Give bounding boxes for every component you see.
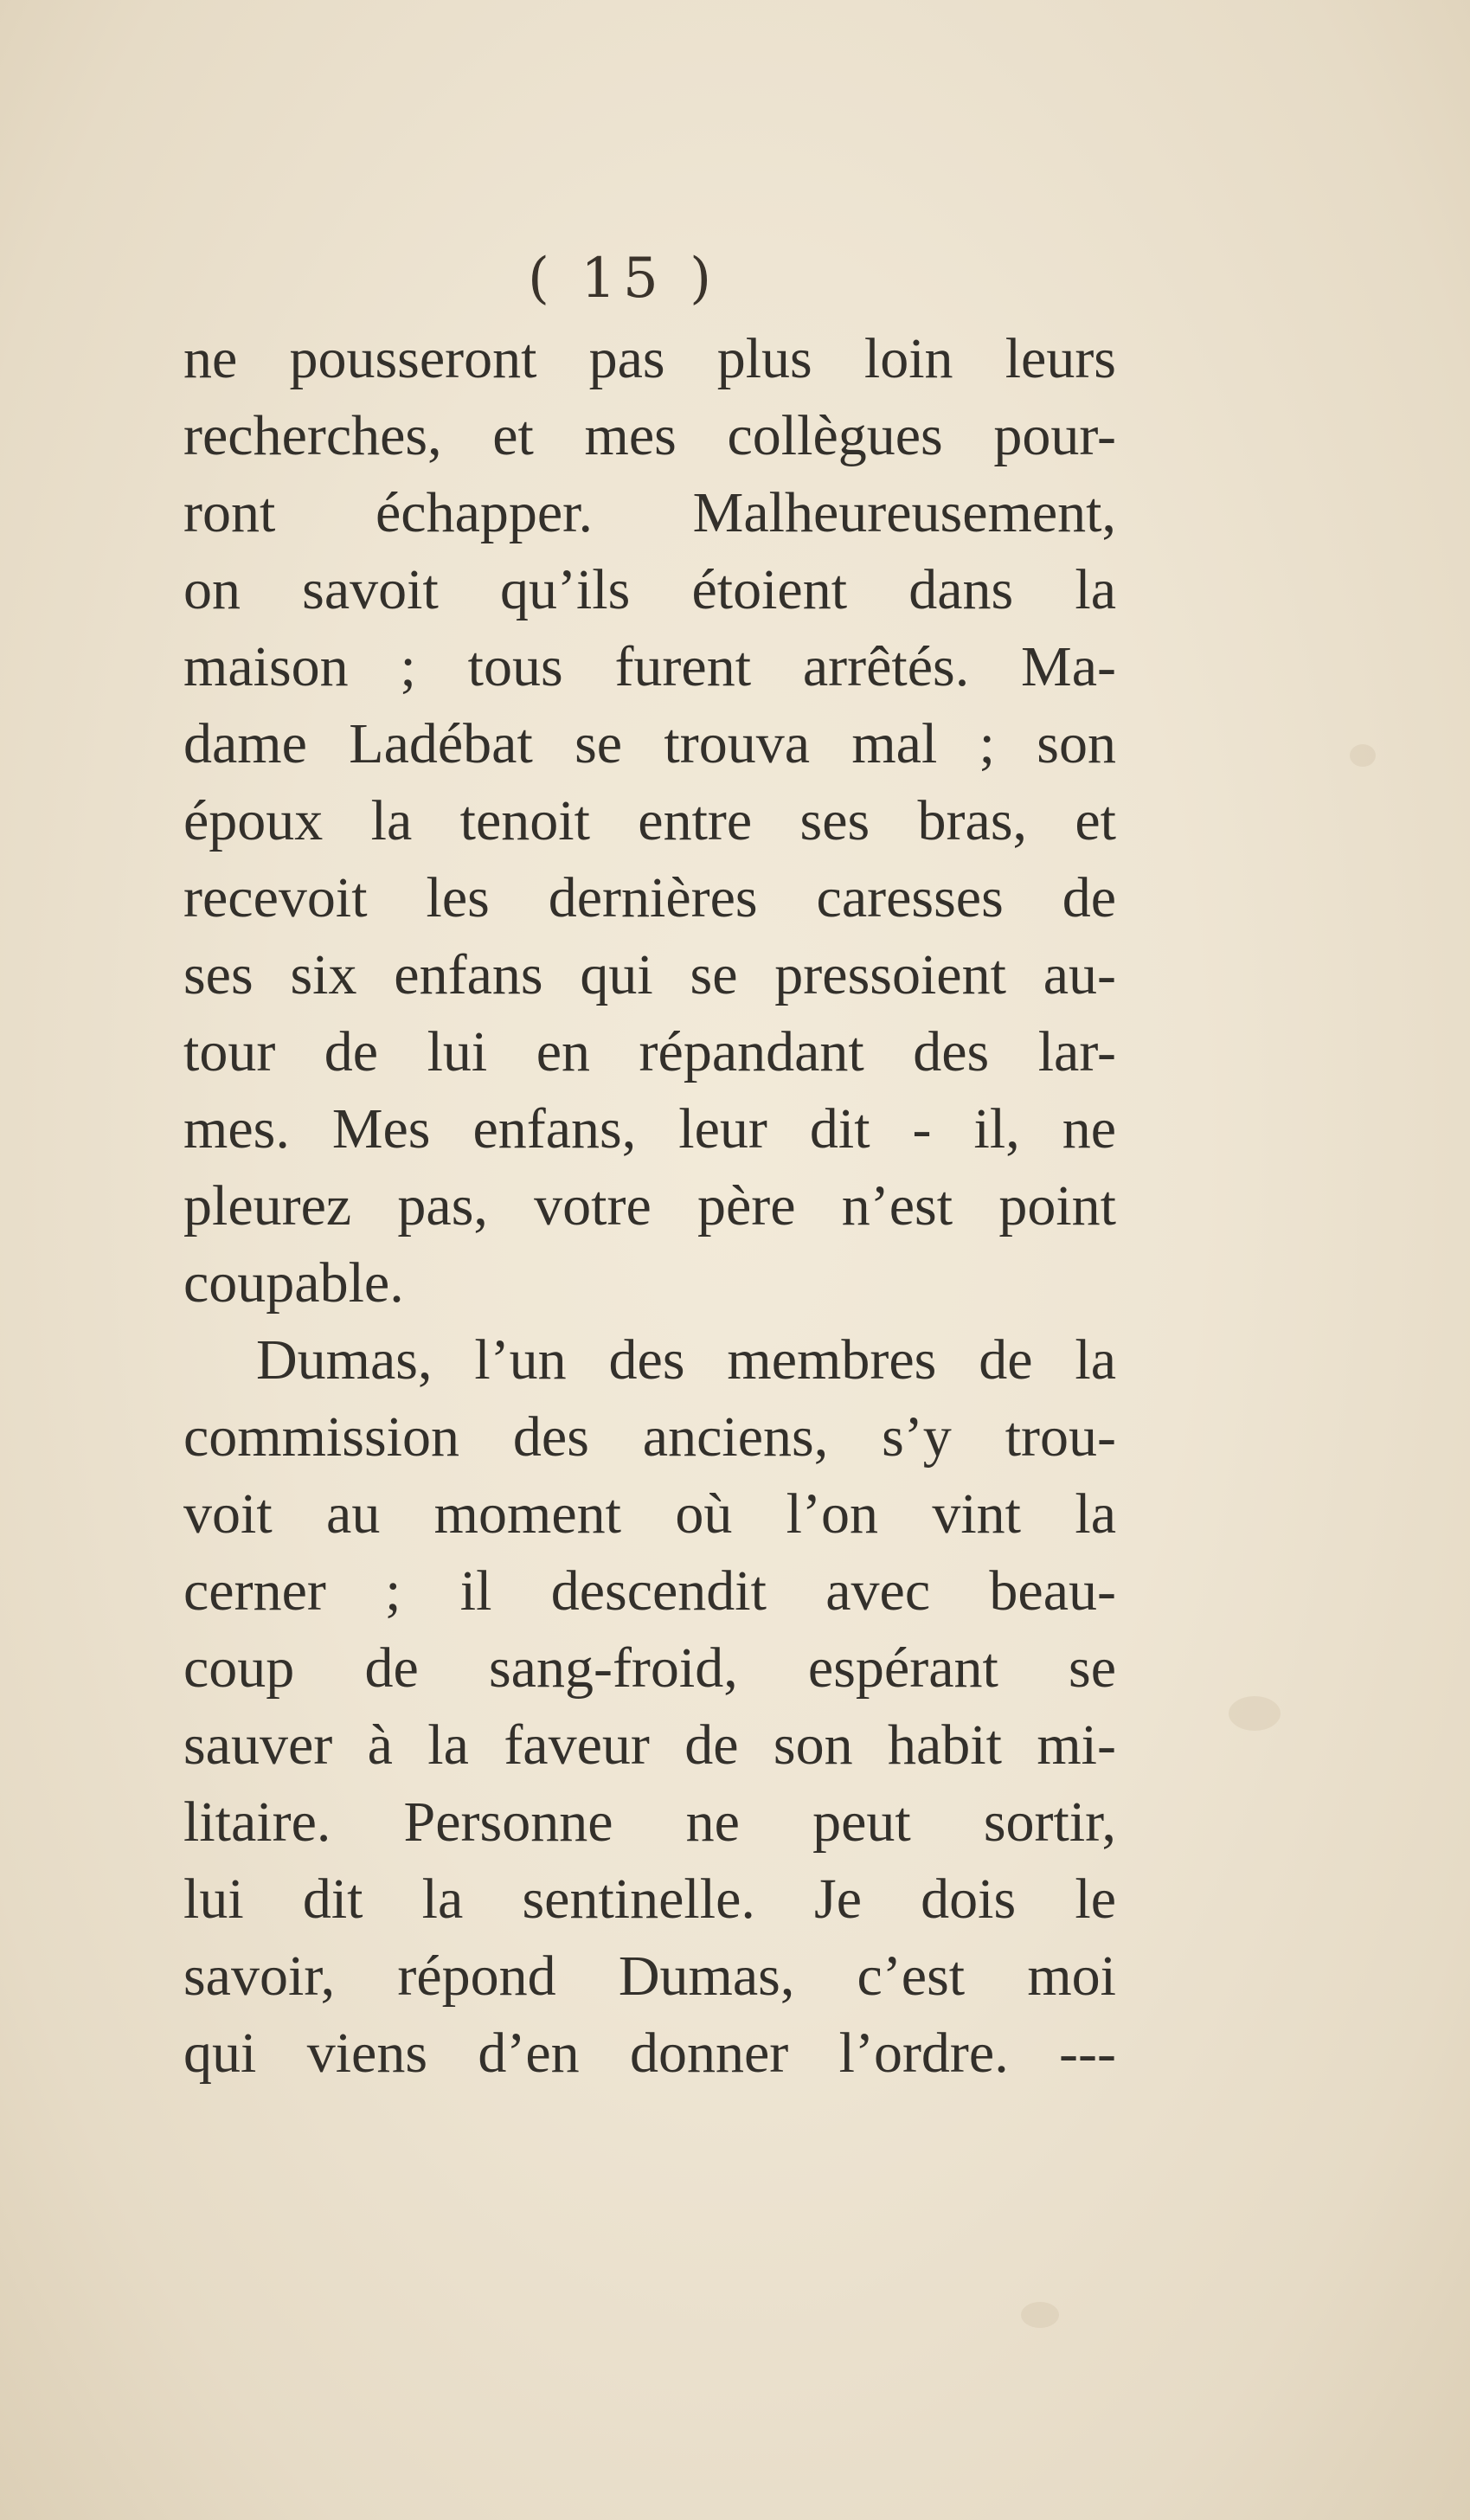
text-line: ne pousseront pas plus loin leurs (183, 327, 1116, 390)
text-line: on savoit qu’ils étoient dans la (183, 558, 1116, 621)
text-line: voit au moment où l’on vint la (183, 1482, 1116, 1546)
paper-stain (1350, 744, 1376, 767)
text-line: sauver à la faveur de son habit mi- (183, 1713, 1116, 1777)
text-line: commission des anciens, s’y trou- (183, 1405, 1116, 1469)
text-line: maison ; tous furent arrêtés. Ma- (183, 635, 1116, 698)
text-line: ront échapper. Malheureusement, (183, 481, 1116, 544)
text-line: qui viens d’en donner l’ordre. --- (183, 2022, 1116, 2085)
paper-stain (1021, 2302, 1059, 2328)
text-line: pleurez pas, votre père n’est point (183, 1174, 1116, 1238)
text-line: mes. Mes enfans, leur dit - il, ne (183, 1097, 1116, 1160)
page-number: ( 15 ) (527, 247, 719, 311)
text-line: ses six enfans qui se pressoient au- (183, 943, 1116, 1006)
body-text (183, 320, 1116, 2092)
text-line: lui dit la sentinelle. Je dois le (183, 1868, 1116, 1931)
text-line: recevoit les dernières caresses de (183, 866, 1116, 929)
text-line: tour de lui en répandant des lar- (183, 1020, 1116, 1083)
text-line: coup de sang-froid, espérant se (183, 1636, 1116, 1700)
paper-stain (1229, 1696, 1281, 1731)
text-line: coupable. (183, 1251, 404, 1315)
text-line: savoir, répond Dumas, c’est moi (183, 1945, 1116, 2008)
text-line: litaire. Personne ne peut sortir, (183, 1790, 1116, 1854)
text-line: dame Ladébat se trouva mal ; son (183, 712, 1116, 775)
text-line: Dumas, l’un des membres de la (256, 1328, 1116, 1392)
text-line: cerner ; il descendit avec beau- (183, 1559, 1116, 1623)
paragraph (183, 320, 1116, 1321)
text-line: époux la tenoit entre ses bras, et (183, 789, 1116, 852)
paragraph (183, 1321, 1116, 2092)
text-line: recherches, et mes collègues pour- (183, 404, 1116, 467)
